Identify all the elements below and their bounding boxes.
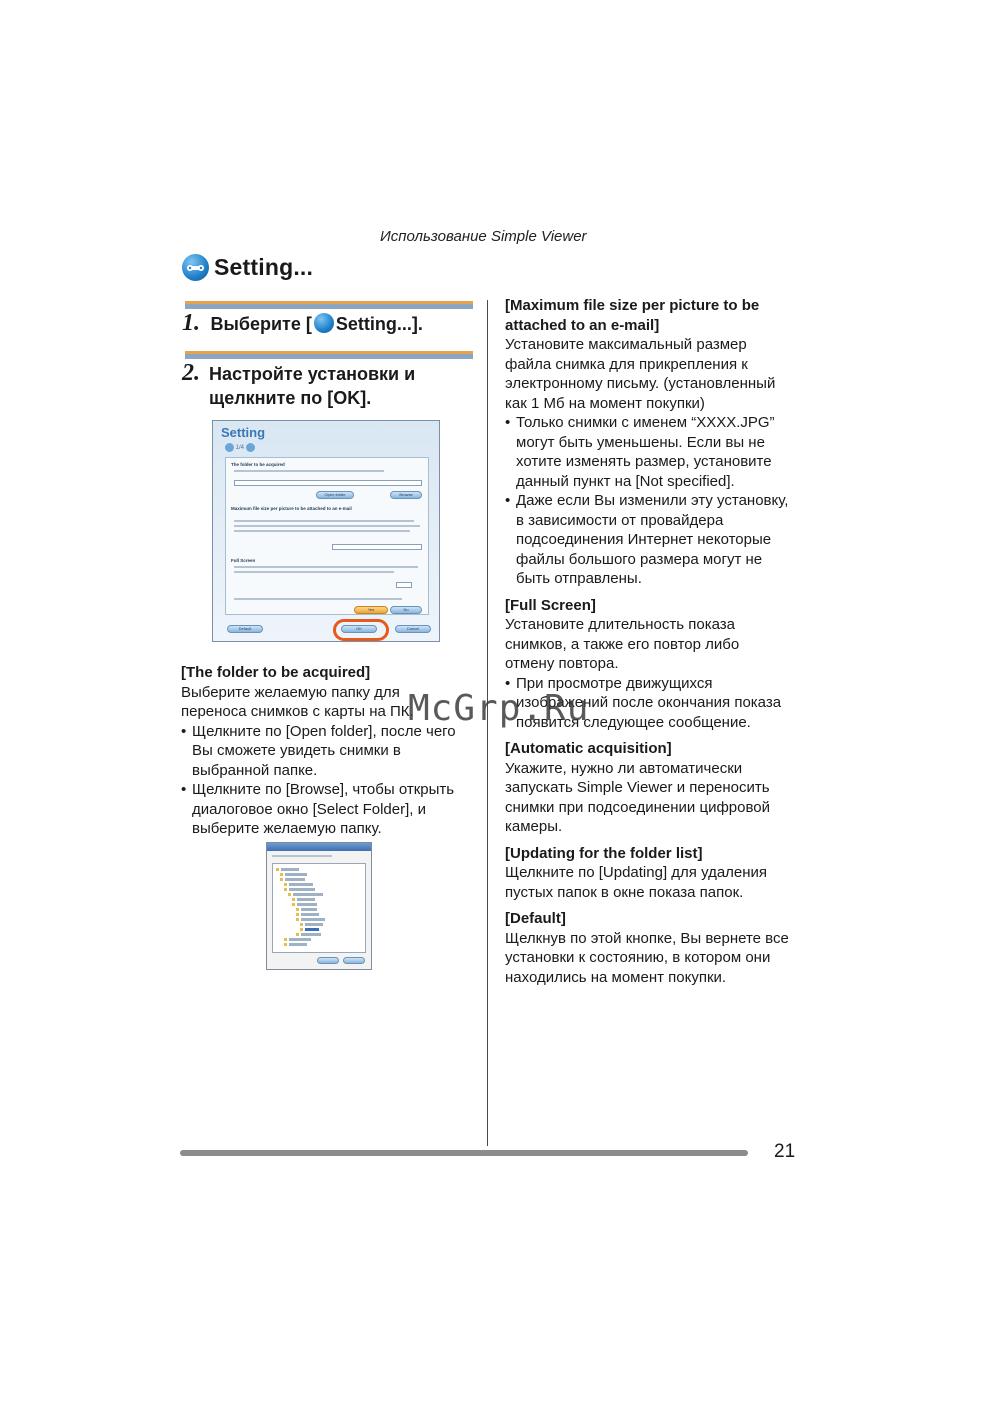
watermark: McGrp.Ru bbox=[408, 688, 590, 729]
cancel-button: Cancel bbox=[395, 625, 431, 633]
step-divider bbox=[185, 351, 473, 359]
dialog-nav bbox=[225, 443, 255, 452]
step-1 bbox=[182, 310, 423, 337]
text-line: Щелкнув по этой кнопке, Вы вернете все bbox=[505, 929, 789, 947]
bullet-cont: выбранной папке. bbox=[192, 761, 318, 779]
step-1-pre: Выберите [ bbox=[210, 314, 312, 334]
bullet-text: Только снимки с именем “XXXX.JPG” bbox=[516, 414, 775, 431]
folder-label: The folder to be acquired bbox=[231, 462, 285, 467]
section-heading: [Default] bbox=[505, 910, 566, 927]
cancel-button bbox=[343, 957, 365, 964]
setting-icon bbox=[314, 313, 334, 333]
step-2-text bbox=[209, 362, 415, 410]
section-heading: [The folder to be acquired] bbox=[181, 664, 371, 681]
text-line bbox=[234, 470, 384, 472]
default-button: Default bbox=[227, 625, 263, 633]
text-line: камеры. bbox=[505, 818, 563, 835]
text-line bbox=[234, 566, 418, 568]
bullet-cont: появится следующее сообщение. bbox=[516, 713, 751, 731]
bullet-cont: быть отправлены. bbox=[516, 570, 642, 587]
bullet-text: Щелкните по [Browse], чтобы открыть bbox=[192, 781, 455, 798]
bullet-cont: Вы сможете увидеть снимки в bbox=[192, 742, 401, 759]
bullet-item bbox=[505, 491, 805, 511]
section-header: Использование Simple Viewer bbox=[380, 228, 587, 245]
bullet-cont: файлы большого размера могут не bbox=[516, 550, 763, 568]
text-line bbox=[234, 525, 420, 527]
prev-icon bbox=[225, 443, 234, 452]
maxsize-label: Maximum file size per picture to be attached to an e-mail bbox=[231, 506, 352, 511]
open-folder-button: Open folder bbox=[316, 491, 354, 499]
text-line: находились на момент покупки. bbox=[505, 968, 727, 986]
bullet-cont: данный пункт на [Not specified]. bbox=[516, 472, 735, 490]
bullet-item bbox=[505, 413, 805, 433]
text-line: Щелкните по [Updating] для удаления bbox=[505, 864, 768, 881]
footer-bar bbox=[180, 1150, 748, 1156]
bullet-cont: изображений после окончания показа bbox=[516, 694, 782, 711]
text-line: снимков, а также его повтор либо bbox=[505, 635, 740, 653]
dialog-titlebar bbox=[267, 843, 371, 851]
step-2-line2: щелкните по [OK]. bbox=[209, 388, 372, 408]
no-button: No bbox=[390, 606, 422, 614]
bullet-item bbox=[181, 780, 481, 800]
step-2-line1: Настройте установки и bbox=[209, 364, 416, 384]
section-heading: [Automatic acquisition] bbox=[505, 740, 672, 757]
bullet-cont: хотите изменять размер, установите bbox=[516, 453, 772, 470]
text-line bbox=[272, 855, 332, 857]
bullet-text: Даже если Вы изменили эту установку, bbox=[516, 492, 789, 509]
step-number: 2. bbox=[182, 360, 200, 386]
full-screen-label: Full Screen bbox=[231, 558, 256, 563]
section-heading: [Full Screen] bbox=[505, 596, 596, 614]
text-line: как 1 Мб на момент покупки) bbox=[505, 394, 705, 412]
text-line: пустых папок в окне показа папок. bbox=[505, 883, 744, 901]
next-icon bbox=[246, 443, 255, 452]
section-heading: attached to an e-mail] bbox=[505, 316, 660, 334]
maxsize-select bbox=[332, 544, 422, 550]
step-1-post: ]. bbox=[411, 314, 423, 334]
browse-button: Browse bbox=[390, 491, 422, 499]
text-line: Установите максимальный размер bbox=[505, 336, 747, 353]
text-line bbox=[234, 598, 402, 600]
duration-field bbox=[396, 582, 412, 588]
text-line: снимки при подсоединении цифровой bbox=[505, 798, 770, 816]
bullet-cont: диалоговое окно [Select Folder], и bbox=[192, 800, 426, 818]
section-heading: [Updating for the folder list] bbox=[505, 844, 703, 862]
page-number: 21 bbox=[774, 1141, 796, 1162]
step-divider bbox=[185, 301, 473, 309]
folder-tree bbox=[272, 863, 366, 953]
dialog-nav-page: 1/4 bbox=[235, 445, 245, 452]
step-1-label: Setting... bbox=[335, 314, 412, 334]
text-line bbox=[234, 530, 410, 532]
text-line: Установите длительность показа bbox=[505, 616, 735, 633]
text-line: электронному письму. (установленный bbox=[505, 375, 776, 392]
bullet-cont: подсоединения Интернет некоторые bbox=[516, 531, 772, 548]
bullet-cont: в зависимости от провайдера bbox=[516, 511, 724, 529]
dialog-title: Setting bbox=[221, 425, 266, 440]
text-line: Выберите желаемую папку для bbox=[181, 683, 400, 701]
bullet-text: При просмотре движущихся bbox=[516, 674, 713, 692]
right-column bbox=[505, 296, 805, 987]
section-heading: [Maximum file size per picture to be bbox=[505, 297, 760, 314]
text-line: файла снимка для прикрепления к bbox=[505, 355, 748, 373]
page-title-text: Setting... bbox=[214, 254, 314, 280]
dialog-panel bbox=[225, 457, 429, 615]
text-line: Укажите, нужно ли автоматически bbox=[505, 759, 743, 777]
text-line: установки к состоянию, в котором они bbox=[505, 949, 771, 966]
text-line: переноса снимков с карты на ПК. bbox=[181, 703, 414, 720]
text-line: отмену повтора. bbox=[505, 655, 619, 672]
step-2 bbox=[182, 360, 200, 387]
setting-dialog-screenshot bbox=[212, 420, 440, 642]
ok-button bbox=[317, 957, 339, 964]
setting-icon bbox=[182, 254, 209, 281]
step-number: 1. bbox=[182, 310, 200, 336]
text-line bbox=[234, 520, 414, 522]
yes-button: Yes bbox=[354, 606, 388, 614]
select-folder-dialog-screenshot bbox=[266, 842, 372, 970]
bullet-text: Щелкните по [Open folder], после чего bbox=[192, 722, 456, 740]
bullet-cont: выберите желаемую папку. bbox=[192, 820, 382, 837]
text-line bbox=[234, 571, 394, 573]
folder-path-field bbox=[234, 480, 422, 486]
bullet-cont: могут быть уменьшены. Если вы не bbox=[516, 433, 765, 451]
page-title bbox=[182, 254, 313, 281]
text-line: запускать Simple Viewer и переносить bbox=[505, 779, 770, 796]
ok-button: OK bbox=[341, 625, 377, 633]
